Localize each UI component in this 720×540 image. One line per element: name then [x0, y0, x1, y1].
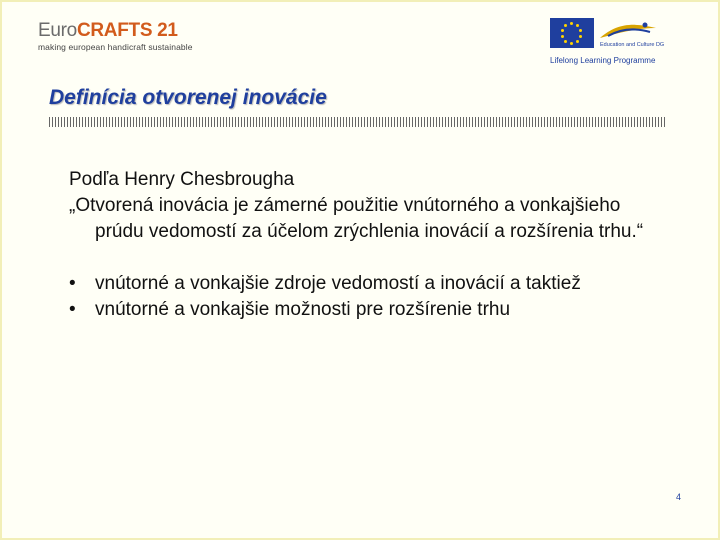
slide-content — [69, 167, 669, 323]
bullet-dot: • — [69, 273, 76, 294]
page-number: 4 — [676, 492, 682, 502]
title-divider — [49, 117, 666, 127]
slide-title: Definícia otvorenej inovácie — [49, 86, 327, 109]
brand-name — [38, 20, 193, 42]
brand-tagline: making european handicraft sustainable — [38, 42, 193, 52]
bullet-text: vnútorné a vonkajšie zdroje vedomostí a inovácií a taktiež — [95, 273, 581, 294]
brand-euro: Euro — [38, 20, 77, 41]
bullet-text: vnútorné a vonkajšie možnosti pre rozšírenie trhu — [95, 299, 511, 320]
brand-crafts: CRAFTS 21 — [76, 20, 178, 41]
intro-text: Podľa Henry Chesbrougha — [69, 169, 295, 190]
eurocrafts-logo — [38, 20, 193, 52]
bullet-list — [69, 271, 669, 323]
list-item — [69, 297, 669, 323]
lifelong-learning-logo — [550, 18, 670, 68]
eu-caption: Education and Culture DG — [600, 42, 665, 48]
eu-flag-icon — [550, 18, 594, 48]
eu-program-name: Lifelong Learning Programme — [550, 56, 656, 65]
lifelong-learning-bird-icon — [598, 20, 658, 42]
bullet-dot: • — [69, 299, 76, 320]
definition-quote: „Otvorená inovácia je zámerné použitie vnútorného a vonkajšieho prúdu vedomostí za účelom zrýchlenia inovácií a rozšírenia trhu.“ — [69, 195, 644, 242]
list-item — [69, 271, 669, 297]
